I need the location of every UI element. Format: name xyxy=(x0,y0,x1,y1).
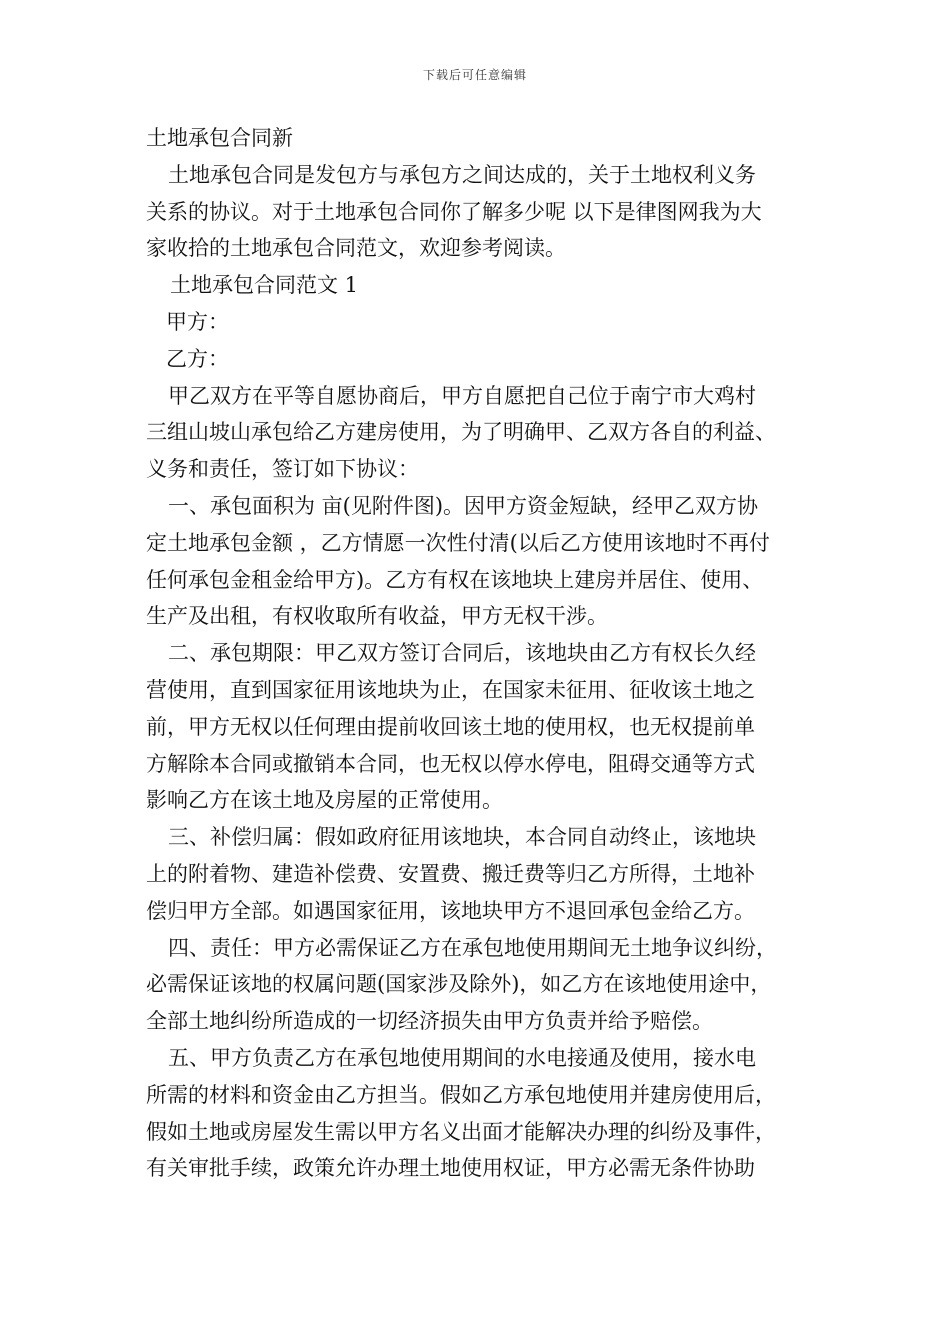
paragraph-line: 生产及出租，有权收取所有收益，甲方无权干涉。 xyxy=(146,604,608,629)
sample-title: 土地承包合同范文 1 xyxy=(170,273,359,298)
clause-1-paragraph xyxy=(146,488,810,635)
paragraph-line: 三组山坡山承包给乙方建房使用，为了明确甲、乙双方各自的利益、 xyxy=(146,420,776,445)
paragraph-line: 必需保证该地的权属问题(国家涉及除外)，如乙方在该地使用途中， xyxy=(146,972,772,997)
paragraph-line: 土地承包合同是发包方与承包方之间达成的，关于土地权利义务 xyxy=(168,162,756,187)
paragraph-line: 二、承包期限：甲乙双方签订合同后，该地块由乙方有权长久经 xyxy=(168,641,756,666)
paragraph-line: 任何承包金租金给甲方)。乙方有权在该地块上建房并居住、使用、 xyxy=(146,567,764,592)
clause-4-paragraph xyxy=(146,930,810,1040)
paragraph-line: 定土地承包金额 ，乙方情愿一次性付清(以后乙方使用该地时不再付 xyxy=(146,530,770,555)
preamble-paragraph xyxy=(146,378,810,488)
paragraph-line: 所需的材料和资金由乙方担当。假如乙方承包地使用并建房使用后， xyxy=(146,1082,776,1107)
paragraph-line: 五、甲方负责乙方在承包地使用期间的水电接通及使用，接水电 xyxy=(168,1045,756,1070)
paragraph-line: 前，甲方无权以任何理由提前收回该土地的使用权，也无权提前单 xyxy=(146,714,755,739)
paragraph-line: 上的附着物、建造补偿费、安置费、搬迁费等归乙方所得，土地补 xyxy=(146,861,755,886)
paragraph-line: 四、责任：甲方必需保证乙方在承包地使用期间无土地争议纠纷， xyxy=(168,935,777,960)
intro-paragraph xyxy=(146,157,810,267)
paragraph-line: 偿归甲方全部。如遇国家征用，该地块甲方不退回承包金给乙方。 xyxy=(146,898,755,923)
paragraph-line: 营使用，直到国家征用该地块为止，在国家未征用、征收该土地之 xyxy=(146,677,755,702)
party-b-label: 乙方： xyxy=(166,346,229,371)
paragraph-line: 家收拾的土地承包合同范文，欢迎参考阅读。 xyxy=(146,236,566,261)
party-a-label: 甲方： xyxy=(166,309,229,334)
clause-2-paragraph xyxy=(146,635,810,819)
page-header-note: 下载后可任意编辑 xyxy=(422,68,527,82)
paragraph-line: 三、补偿归属：假如政府征用该地块，本合同自动终止，该地块 xyxy=(168,825,756,850)
paragraph-line: 方解除本合同或撤销本合同，也无权以停水停电，阻碍交通等方式 xyxy=(146,751,755,776)
paragraph-line: 一、承包面积为 亩(见附件图)。因甲方资金短缺，经甲乙双方协 xyxy=(168,493,759,518)
paragraph-line: 义务和责任，签订如下协议： xyxy=(146,457,419,482)
paragraph-line: 关系的协议。对于土地承包合同你了解多少呢 以下是律图网我为大 xyxy=(146,199,762,224)
clause-3-paragraph xyxy=(146,819,810,929)
paragraph-line: 甲乙双方在平等自愿协商后，甲方自愿把自己位于南宁市大鸡村 xyxy=(168,383,756,408)
paragraph-line: 假如土地或房屋发生需以甲方名义出面才能解决办理的纠纷及事件， xyxy=(146,1119,776,1144)
document-title: 土地承包合同新 xyxy=(146,126,293,150)
clause-5-paragraph xyxy=(146,1040,810,1187)
paragraph-line: 影响乙方在该土地及房屋的正常使用。 xyxy=(146,788,503,813)
paragraph-line: 有关审批手续，政策允许办理土地使用权证，甲方必需无条件协助 xyxy=(146,1156,755,1181)
paragraph-line: 全部土地纠纷所造成的一切经济损失由甲方负责并给予赔偿。 xyxy=(146,1009,713,1034)
document-body xyxy=(146,120,810,1187)
